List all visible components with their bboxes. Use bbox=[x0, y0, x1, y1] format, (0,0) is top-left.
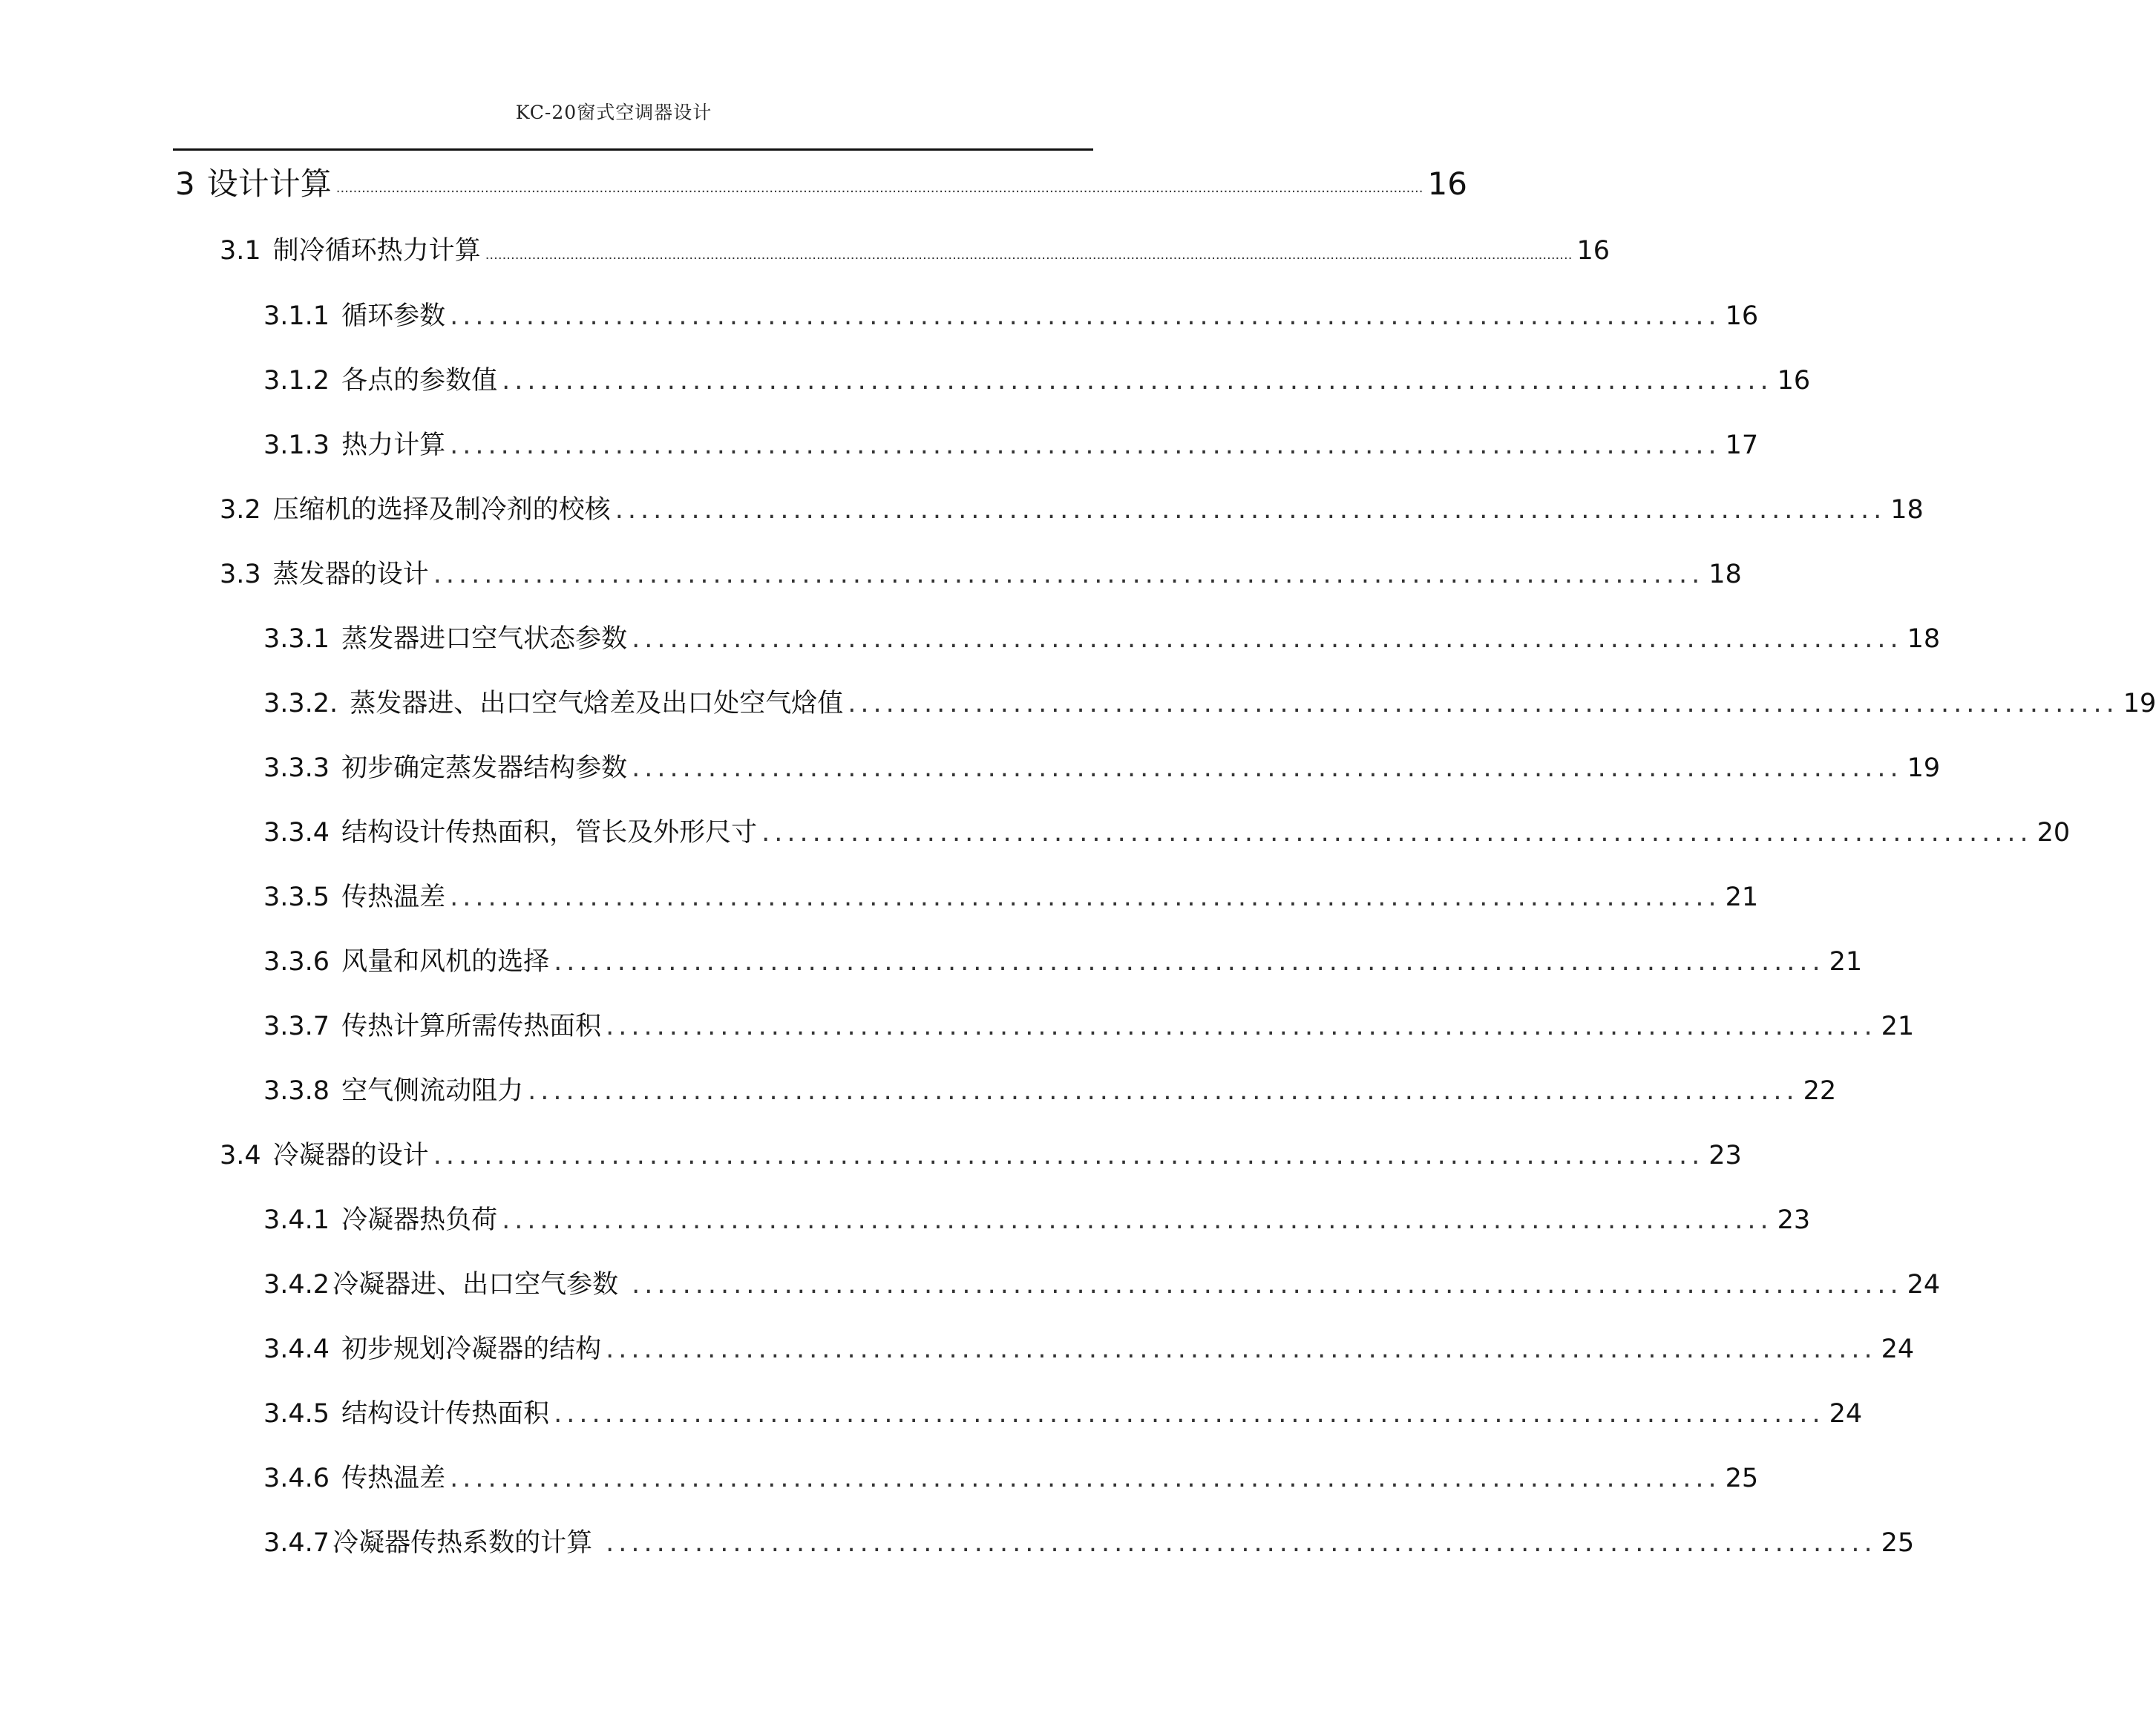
toc-title: 制冷循环热力计算 bbox=[272, 236, 481, 266]
toc-leader: .................................................................................................... bbox=[502, 1205, 1773, 1235]
toc-entry-3-4-5[interactable] bbox=[263, 1396, 1863, 1432]
toc-entry-3[interactable] bbox=[175, 166, 1467, 202]
toc-entry-3-4[interactable] bbox=[220, 1138, 1742, 1173]
toc-title: 冷凝器传热系数的计算 bbox=[332, 1528, 593, 1558]
toc-leader: .................................................................................................... bbox=[606, 1528, 1877, 1558]
toc-page-number: 16 bbox=[1576, 236, 1610, 266]
toc-entry-3-3-4[interactable] bbox=[263, 815, 2071, 851]
toc-title: 传热温差 bbox=[341, 882, 446, 912]
toc-number: 3.3.2. bbox=[263, 689, 338, 718]
toc-leader: .................................................................................................... bbox=[615, 495, 1887, 525]
toc-entry-3-3-3[interactable] bbox=[263, 750, 1941, 786]
toc-title: 结构设计传热面积 bbox=[341, 1399, 550, 1429]
toc-leader: .................................................................................................... bbox=[554, 1399, 1825, 1429]
toc-number: 3.3.7 bbox=[263, 1012, 330, 1041]
toc-number: 3.3.6 bbox=[263, 947, 330, 977]
toc-page-number: 20 bbox=[2037, 818, 2071, 848]
toc-page-number: 19 bbox=[2123, 689, 2156, 718]
toc-entry-3-3-8[interactable] bbox=[263, 1073, 1837, 1109]
toc-entry-3-1-3[interactable] bbox=[263, 428, 1759, 463]
toc-leader: .................................................................................................... bbox=[450, 882, 1721, 912]
toc-entry-3-4-6[interactable] bbox=[263, 1461, 1759, 1496]
toc-number: 3.4 bbox=[220, 1141, 261, 1170]
toc-entry-3-4-2[interactable] bbox=[263, 1267, 1941, 1303]
toc-page-number: 17 bbox=[1725, 430, 1759, 460]
toc-leader: .................................................................................................... bbox=[502, 366, 1773, 396]
toc-page-number: 23 bbox=[1777, 1205, 1811, 1235]
toc-leader: .................................................................................................... bbox=[554, 947, 1825, 977]
toc-entry-3-3-2[interactable] bbox=[263, 686, 2156, 721]
toc-leader: .................................................................................................... bbox=[433, 1141, 1705, 1170]
toc-page-number: 21 bbox=[1829, 947, 1863, 977]
toc-number: 3.4.5 bbox=[263, 1399, 330, 1429]
toc-page-number: 24 bbox=[1829, 1399, 1863, 1429]
toc-leader: ................................................................................................................................................................................................................................................................ bbox=[335, 180, 1423, 196]
toc-entry-3-3-7[interactable] bbox=[263, 1009, 1915, 1044]
toc-page-number: 24 bbox=[1881, 1334, 1915, 1364]
toc-leader: .................................................................................................... bbox=[433, 560, 1705, 589]
toc-title: 空气侧流动阻力 bbox=[341, 1076, 524, 1106]
toc-entry-3-4-7[interactable] bbox=[263, 1525, 1915, 1561]
toc-entry-3-3[interactable] bbox=[220, 557, 1742, 592]
toc-leader: .................................................................................................... bbox=[606, 1012, 1877, 1041]
toc-page-number: 18 bbox=[1907, 624, 1941, 654]
toc-entry-3-2[interactable] bbox=[220, 492, 1924, 528]
toc-number: 3.4.1 bbox=[263, 1205, 330, 1235]
toc-leader: .................................................................................................... bbox=[606, 1334, 1877, 1364]
toc-number: 3.1.1 bbox=[263, 301, 330, 331]
toc-leader: .................................................................................................... bbox=[761, 818, 2033, 848]
toc-page-number: 25 bbox=[1725, 1464, 1759, 1493]
toc-entry-3-1[interactable] bbox=[220, 233, 1610, 269]
toc-title: 各点的参数值 bbox=[341, 366, 498, 396]
toc-title: 冷凝器的设计 bbox=[272, 1141, 429, 1170]
toc-title: 压缩机的选择及制冷剂的校核 bbox=[272, 495, 611, 525]
toc-leader: .................................................................................................... bbox=[632, 624, 1903, 654]
toc-page-number: 21 bbox=[1725, 882, 1759, 912]
toc-leader: .................................................................................................... bbox=[450, 1464, 1721, 1493]
toc-title: 风量和风机的选择 bbox=[341, 947, 550, 977]
toc-entry-3-4-1[interactable] bbox=[263, 1202, 1811, 1238]
toc-title: 初步规划冷凝器的结构 bbox=[341, 1334, 602, 1364]
toc-page-number: 19 bbox=[1907, 753, 1941, 783]
toc-leader: .................................................................................................... bbox=[528, 1076, 1799, 1106]
toc-page-number: 18 bbox=[1708, 560, 1742, 589]
toc-entry-3-3-5[interactable] bbox=[263, 880, 1759, 915]
toc-number: 3.4.2 bbox=[263, 1270, 330, 1300]
toc-title: 冷凝器进、出口空气参数 bbox=[332, 1270, 619, 1300]
toc-title: 初步确定蒸发器结构参数 bbox=[341, 753, 628, 783]
toc-title: 结构设计传热面积，管长及外形尺寸 bbox=[341, 818, 758, 848]
toc-page-number: 23 bbox=[1708, 1141, 1742, 1170]
toc-number: 3.2 bbox=[220, 495, 261, 525]
toc-number: 3.1.3 bbox=[263, 430, 330, 460]
toc-title: 设计计算 bbox=[206, 166, 332, 202]
toc-number: 3.3.1 bbox=[263, 624, 330, 654]
toc-title: 蒸发器的设计 bbox=[272, 560, 429, 589]
toc-title: 冷凝器热负荷 bbox=[341, 1205, 498, 1235]
toc-page-number: 21 bbox=[1881, 1012, 1915, 1041]
toc-number: 3.3.8 bbox=[263, 1076, 330, 1106]
toc-number: 3.1 bbox=[220, 236, 261, 266]
toc-entry-3-1-2[interactable] bbox=[263, 363, 1811, 399]
toc-number: 3.3 bbox=[220, 560, 261, 589]
toc-leader: ................................................................................................................................................................................................................................................................ bbox=[485, 247, 1573, 263]
toc-number: 3.3.5 bbox=[263, 882, 330, 912]
toc-title: 传热温差 bbox=[341, 1464, 446, 1493]
toc-leader: .................................................................................................... bbox=[632, 1270, 1903, 1300]
toc-page-number: 16 bbox=[1777, 366, 1811, 396]
toc-number: 3.1.2 bbox=[263, 366, 330, 396]
header-rule bbox=[173, 148, 1093, 151]
toc-leader: .................................................................................................... bbox=[450, 301, 1721, 331]
toc-number: 3.4.6 bbox=[263, 1464, 330, 1493]
toc-title: 蒸发器进口空气状态参数 bbox=[341, 624, 628, 654]
toc-title: 蒸发器进、出口空气焓差及出口处空气焓值 bbox=[350, 689, 844, 718]
toc-title: 循环参数 bbox=[341, 301, 446, 331]
running-header: KC-20窗式空调器设计 bbox=[515, 102, 712, 123]
toc-page-number: 16 bbox=[1427, 166, 1467, 202]
toc-title: 热力计算 bbox=[341, 430, 446, 460]
toc-entry-3-1-1[interactable] bbox=[263, 298, 1759, 334]
toc-number: 3.4.4 bbox=[263, 1334, 330, 1364]
toc-title: 传热计算所需传热面积 bbox=[341, 1012, 602, 1041]
toc-entry-3-4-4[interactable] bbox=[263, 1332, 1915, 1367]
toc-number: 3.3.3 bbox=[263, 753, 330, 783]
toc-page-number: 24 bbox=[1907, 1270, 1941, 1300]
toc-leader: .................................................................................................... bbox=[632, 753, 1903, 783]
toc-page-number: 18 bbox=[1890, 495, 1924, 525]
toc-leader: .................................................................................................... bbox=[848, 689, 2119, 718]
toc-leader: .................................................................................................... bbox=[450, 430, 1721, 460]
toc-entry-3-3-1[interactable] bbox=[263, 621, 1941, 657]
toc-page-number: 16 bbox=[1725, 301, 1759, 331]
toc-number: 3.4.7 bbox=[263, 1528, 330, 1558]
toc-page-number: 25 bbox=[1881, 1528, 1915, 1558]
toc-number: 3 bbox=[175, 166, 195, 202]
toc-number: 3.3.4 bbox=[263, 818, 330, 848]
toc-page-number: 22 bbox=[1803, 1076, 1837, 1106]
toc-entry-3-3-6[interactable] bbox=[263, 944, 1863, 980]
